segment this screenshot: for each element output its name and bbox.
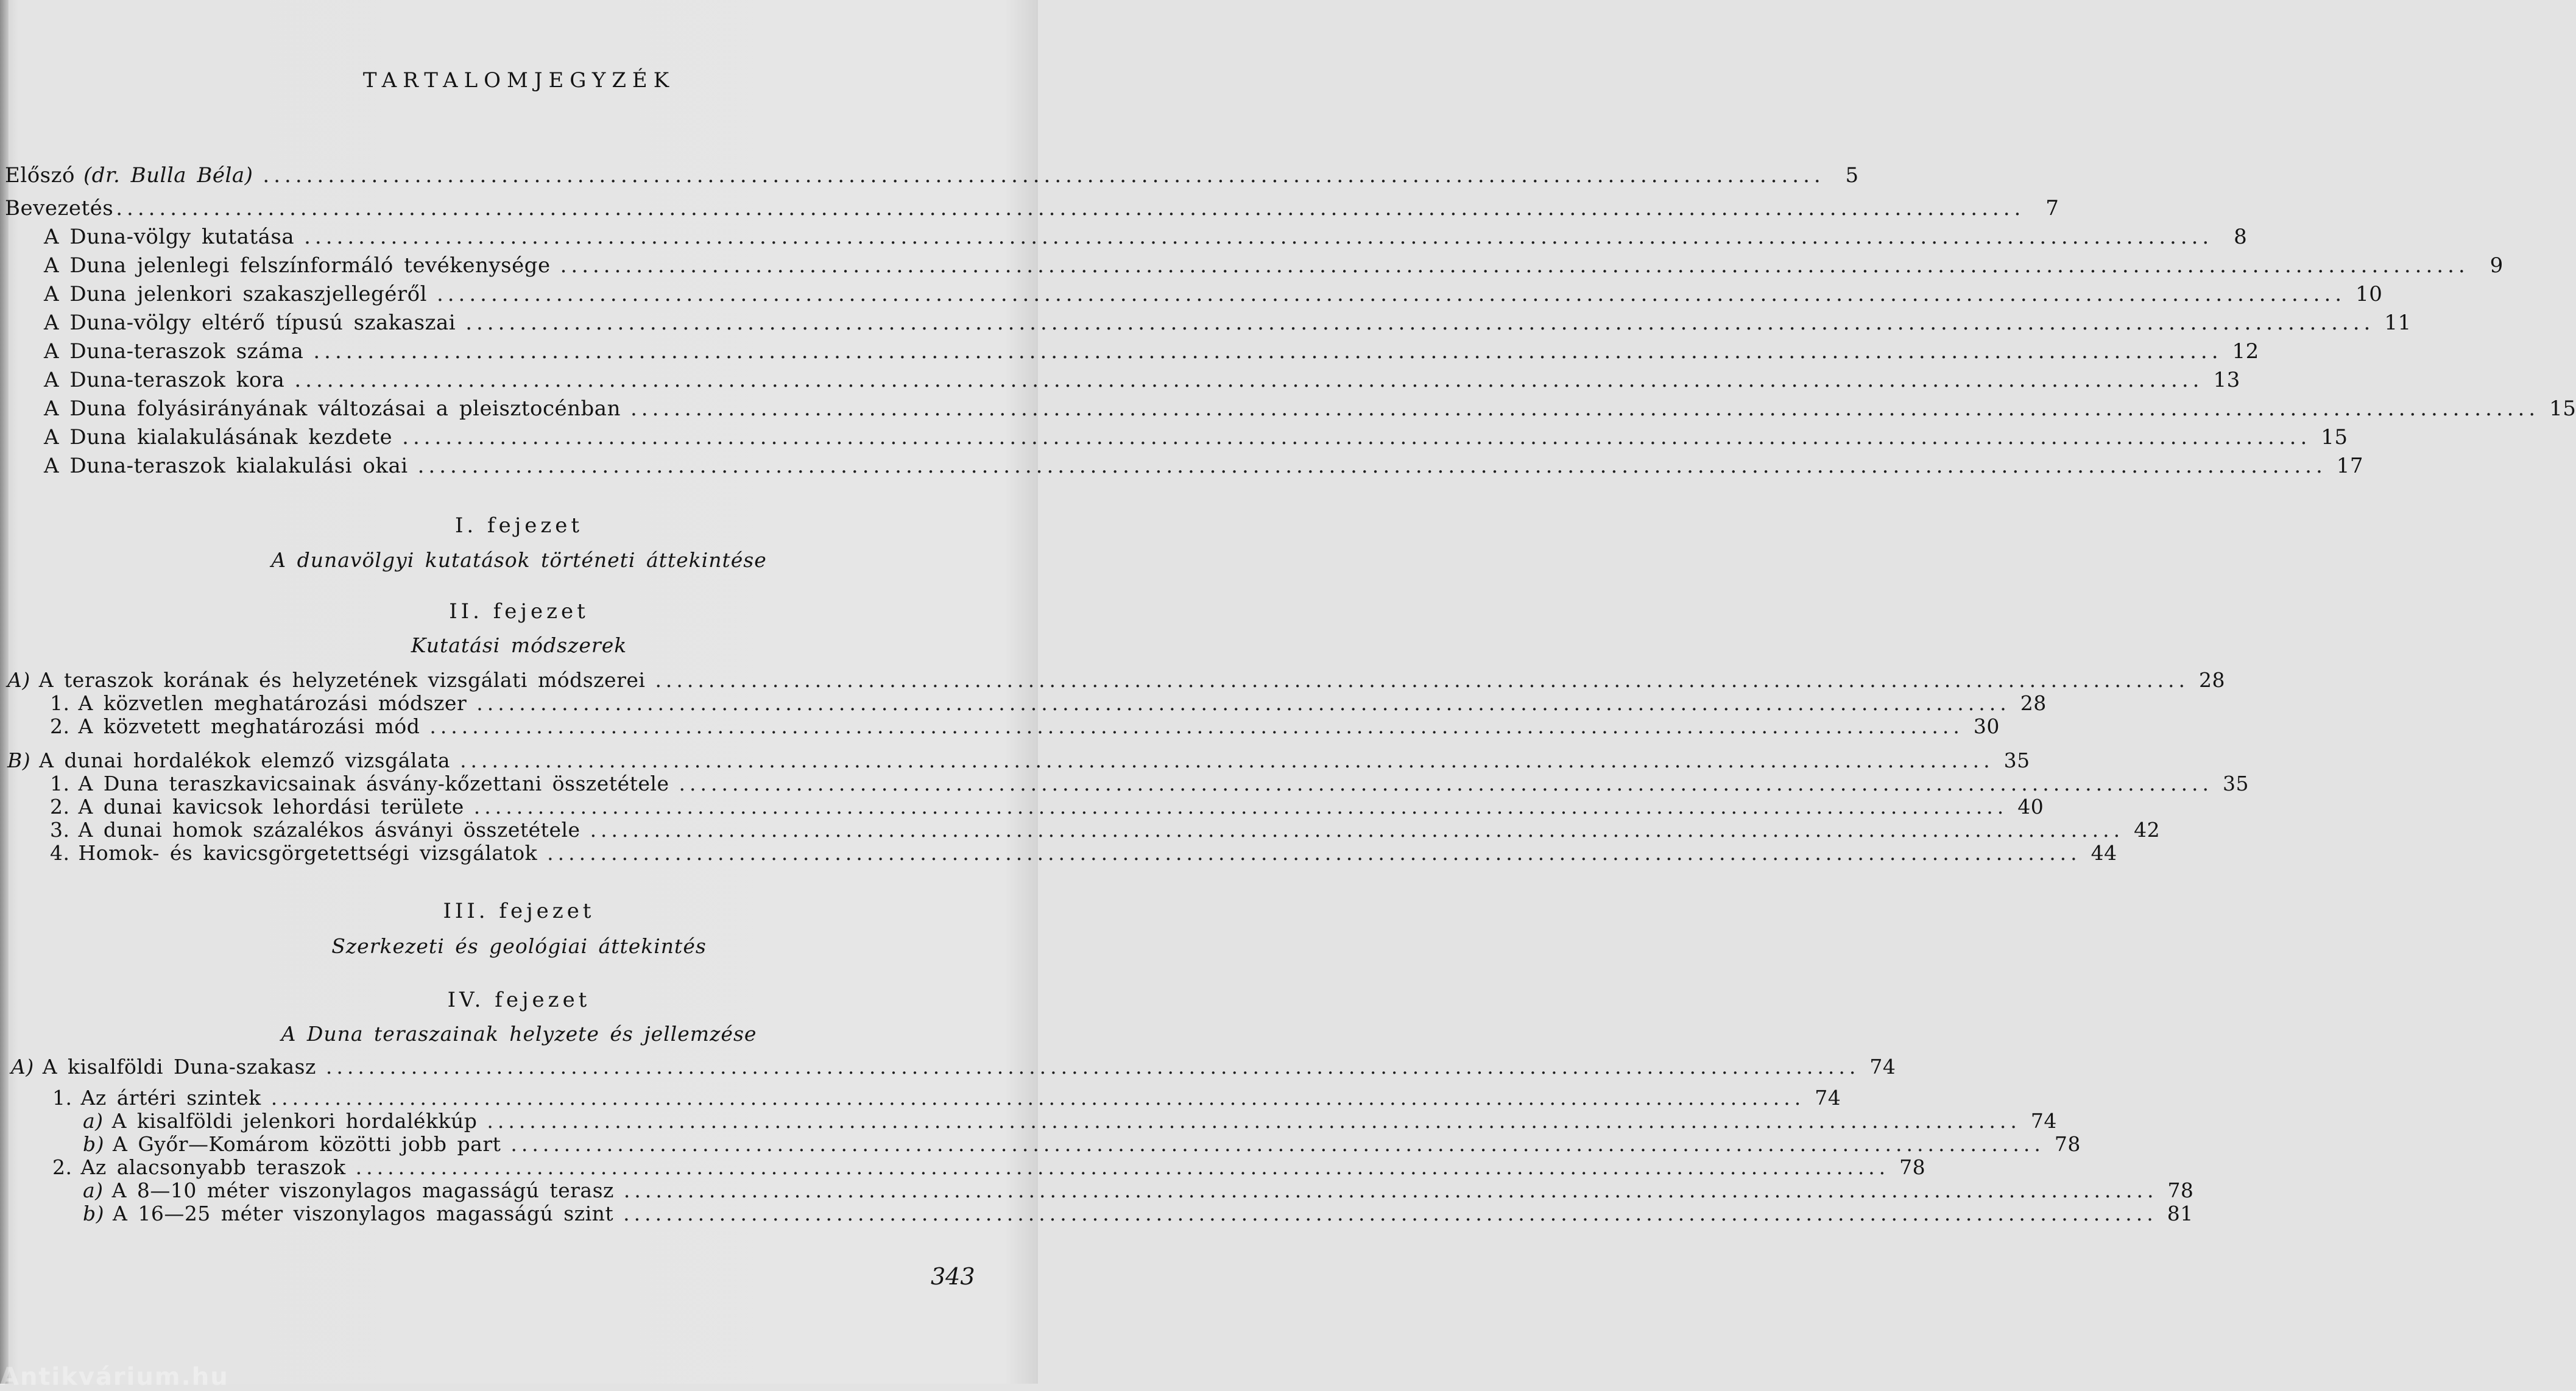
toc-entry-label: A Duna jelenkori szakaszjellegéről (44, 282, 427, 306)
toc-page-number: 8 (2234, 225, 2248, 249)
toc-entry-label: A közvetett meghatározási mód (78, 714, 420, 738)
toc-marker: 1. (50, 691, 70, 715)
toc-page-number: 40 (2017, 795, 2044, 819)
toc-page-number: 15 (2321, 425, 2348, 449)
toc-entry-label: Bevezetés (5, 196, 114, 220)
toc-entry-label: A Duna-teraszok kialakulási okai (44, 454, 408, 478)
toc-entry-label: Homok- és kavicsgörgetettségi vizsgálatok (78, 841, 538, 865)
toc-entry[interactable] (44, 339, 2259, 364)
dot-leader: ................................................................................................................................................ (473, 795, 2008, 819)
dot-leader: ................................................................................................................................................................................ (304, 225, 2214, 249)
toc-page-number: 15 (2549, 396, 2576, 421)
toc-marker: b) (83, 1132, 104, 1156)
toc-marker: 4. (50, 841, 70, 865)
toc-entry-label: A Duna-völgy eltérő típusú szakaszai (44, 311, 456, 335)
dot-leader: ................................................................................................................................................ (590, 818, 2125, 842)
toc-marker: 3. (50, 818, 70, 842)
toc-page-number: 7 (2045, 196, 2059, 220)
dot-leader: ................................................................................................................................................ (429, 714, 1964, 738)
toc-entry-label: A Duna jelenlegi felszínformáló tevékenysége (44, 253, 551, 278)
chapter-heading: III. fejezet (443, 899, 595, 923)
toc-marker: 1. (52, 1086, 72, 1110)
toc-page-number: 12 (2232, 339, 2259, 364)
toc-entry[interactable] (83, 1202, 2193, 1225)
toc-page-number: 74 (1815, 1086, 1841, 1110)
toc-entry-label: A Duna-teraszok kora (44, 368, 285, 392)
toc-page-number: 5 (1845, 163, 1859, 188)
toc-entry-label: A kisalföldi jelenkori hordalékkúp (111, 1109, 478, 1133)
toc-entry[interactable] (83, 1178, 2194, 1202)
toc-page-number: 74 (1869, 1055, 1896, 1079)
chapter-title: Kutatási módszerek (411, 633, 627, 657)
toc-entry[interactable] (44, 368, 2240, 392)
page-folio: 343 (931, 1263, 975, 1290)
toc-entry[interactable] (50, 795, 2044, 819)
chapter-title[interactable]: Szerkezeti és geológiai áttekintés (331, 934, 707, 958)
toc-entry[interactable] (44, 225, 2248, 249)
toc-page-number: 10 (2355, 282, 2383, 306)
toc-entry-label: A Duna-teraszok száma (44, 339, 304, 364)
dot-leader: ................................................................................................................................................................................ (465, 311, 2375, 335)
toc-page-number: 78 (2054, 1132, 2081, 1156)
toc-page-number: 11 (2384, 311, 2412, 335)
dot-leader: ................................................................................................................................................................................ (630, 396, 2540, 421)
toc-marker: a) (83, 1178, 104, 1202)
toc-marker: B) (7, 748, 31, 772)
toc-entry[interactable] (44, 253, 2504, 278)
dot-leader: ................................................................................................................................................ (325, 1055, 1860, 1079)
toc-marker: a) (83, 1109, 104, 1133)
toc-marker: b) (83, 1202, 104, 1225)
toc-entry-label: A dunai homok százalékos ásványi összetétele (78, 818, 580, 842)
toc-entry-introduction[interactable] (5, 196, 2059, 220)
toc-entry-preface[interactable] (5, 163, 1859, 188)
toc-entry[interactable] (52, 1086, 1841, 1110)
dot-leader: ................................................................................................................................................ (623, 1178, 2158, 1202)
toc-entry-label: Az alacsonyabb teraszok (80, 1155, 346, 1179)
dot-leader: ................................................................................................................................................................................ (402, 425, 2312, 449)
toc-marker: A) (11, 1055, 34, 1079)
dot-leader: ................................................................................................................................................ (263, 163, 1825, 188)
toc-section[interactable] (11, 1055, 1896, 1079)
toc-entry[interactable] (50, 818, 2161, 842)
toc-page-number: 28 (2020, 691, 2047, 715)
dot-leader: ................................................................................................................................................................................ (436, 282, 2346, 306)
toc-page-number: 9 (2490, 253, 2504, 278)
dot-leader: ................................................................................................................................................ (547, 841, 2081, 865)
toc-page-number: 17 (2336, 454, 2364, 478)
toc-page-number: 28 (2198, 668, 2225, 692)
toc-marker: 2. (50, 795, 70, 819)
toc-page-number: 13 (2213, 368, 2240, 392)
toc-page-number: 35 (2223, 772, 2250, 795)
toc-marker: A) (7, 668, 30, 692)
toc-entry-label: A közvetlen meghatározási módszer (78, 691, 467, 715)
toc-entry-label: A teraszok korának és helyzetének vizsgálati módszerei (38, 668, 646, 692)
toc-section[interactable] (7, 748, 2030, 772)
toc-page-number: 35 (2003, 748, 2030, 772)
dot-leader: ................................................................................................................................................ (355, 1155, 1890, 1179)
toc-entry[interactable] (83, 1132, 2081, 1156)
dot-leader: ................................................................................................................................................................................ (294, 368, 2204, 392)
dot-leader: ................................................................................................................................................................................ (313, 339, 2223, 364)
toc-entry[interactable] (44, 454, 2364, 478)
toc-entry[interactable] (44, 425, 2348, 449)
toc-page-number: 78 (1899, 1155, 1926, 1179)
toc-entry[interactable] (50, 772, 2250, 795)
dot-leader: ................................................................................................................................................................................ (560, 253, 2469, 278)
toc-page-number: 81 (2167, 1202, 2193, 1225)
chapter-title: A Duna teraszainak helyzete és jellemzése (281, 1022, 757, 1046)
toc-entry[interactable] (52, 1155, 1926, 1179)
toc-page-number: 44 (2091, 841, 2117, 865)
toc-page-number: 78 (2167, 1178, 2194, 1202)
watermark: Antikvárium.hu (0, 1363, 229, 1391)
dot-leader: ................................................................................................................................................ (623, 1202, 2158, 1225)
dot-leader: ................................................................................................................................................ (460, 748, 1994, 772)
toc-page-number: 42 (2134, 818, 2161, 842)
toc-entry-label: A 16—25 méter viszonylagos magasságú szint (113, 1202, 614, 1225)
toc-entry-label: A Győr—Komárom közötti jobb part (113, 1132, 501, 1156)
chapter-heading: IV. fejezet (447, 988, 591, 1012)
toc-entry[interactable] (44, 282, 2383, 306)
dot-leader: ................................................................................................................................................ (476, 691, 2011, 715)
toc-section[interactable] (7, 668, 2225, 692)
toc-marker: 2. (52, 1155, 72, 1179)
chapter-heading: II. fejezet (449, 599, 589, 624)
dot-leader: ................................................................................................................................................ (510, 1132, 2045, 1156)
chapter-title[interactable]: A dunavölgyi kutatások történeti áttekintése (271, 548, 767, 572)
toc-entry-label: A dunai hordalékok elemző vizsgálata (39, 748, 451, 772)
toc-entry[interactable] (50, 841, 2117, 865)
toc-entry[interactable] (50, 691, 2047, 715)
dot-leader: ................................................................................................................................................ (487, 1109, 2021, 1133)
page-title: TARTALOMJEGYZÉK (362, 68, 676, 93)
dot-leader: ................................................................................................................................................ (655, 668, 2189, 692)
toc-page-number: 30 (1973, 714, 2000, 738)
toc-entry-label: Előszó (5, 163, 75, 188)
dot-leader: ................................................................................................................................................ (679, 772, 2214, 795)
toc-entry-author: (dr. Bulla Béla) (83, 163, 253, 188)
toc-entry-label: Az ártéri szintek (80, 1086, 261, 1110)
toc-entry-label: A Duna kialakulásának kezdete (44, 425, 393, 449)
toc-marker: 2. (50, 714, 70, 738)
toc-entry-label: A Duna teraszkavicsainak ásvány-kőzettani összetétele (78, 772, 669, 795)
toc-entry-label: A kisalföldi Duna-szakasz (42, 1055, 316, 1079)
toc-entry[interactable] (44, 396, 2576, 421)
dot-leader: ................................................................................................................................................................................ (116, 196, 2025, 220)
toc-marker: 1. (50, 772, 70, 795)
toc-page-number: 74 (2030, 1109, 2057, 1133)
toc-entry[interactable] (50, 714, 2000, 738)
toc-entry-label: A Duna folyásirányának változásai a pleisztocénban (44, 396, 621, 421)
toc-entry[interactable] (83, 1109, 2057, 1133)
chapter-heading: I. fejezet (454, 513, 584, 538)
dot-leader: ................................................................................................................................................ (270, 1086, 1805, 1110)
toc-entry-label: A dunai kavicsok lehordási területe (78, 795, 464, 819)
dot-leader: ................................................................................................................................................................................ (417, 454, 2327, 478)
toc-entry[interactable] (44, 311, 2412, 335)
toc-entry-label: A 8—10 méter viszonylagos magasságú terasz (111, 1178, 614, 1202)
toc-entry-label: A Duna-völgy kutatása (44, 225, 295, 249)
